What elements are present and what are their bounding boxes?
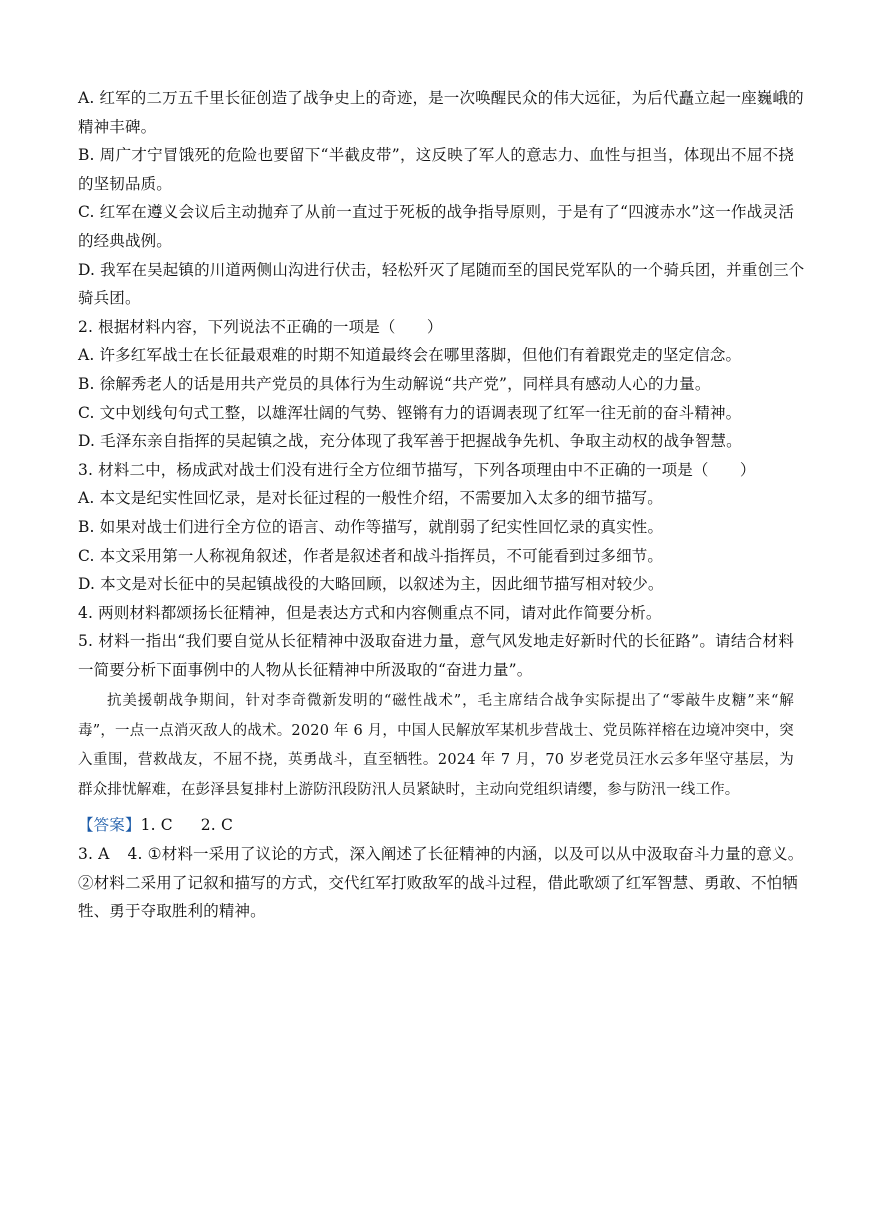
q1-option-c-line2: 的经典战例。 bbox=[78, 231, 172, 250]
q3-option-a: A. 本文是纪实性回忆录，是对长征过程的一般性介绍，不需要加入太多的细节描写。 bbox=[78, 489, 663, 508]
q2-option-b: B. 徐解秀老人的话是用共产党员的具体行为生动解说“共产党”，同样具有感动人心的力量。 bbox=[78, 374, 711, 393]
q2-option-a: A. 许多红军战士在长征最艰难的时期不知道最终会在哪里落脚，但他们有着跟党走的坚定信念。 bbox=[78, 346, 742, 365]
q1-option-b-line1: B. 周广才宁冒饿死的危险也要留下“半截皮带”，这反映了军人的意志力、血性与担当，体现出不屈不挠 bbox=[78, 146, 794, 165]
q1-option-d-line1: D. 我军在吴起镇的川道两侧山沟进行伏击，轻松歼灭了尾随而至的国民党军队的一个骑兵团，并重创三个 bbox=[78, 260, 805, 279]
q1-option-a-line1: A. 红军的二万五千里长征创造了战争史上的奇迹，是一次唤醒民众的伟大远征，为后代矗立起一座巍峨的 bbox=[78, 89, 804, 107]
q3-option-d: D. 本文是对长征中的吴起镇战役的大略回顾，以叙述为主，因此细节描写相对较少。 bbox=[78, 575, 664, 594]
answer-3: 3. A bbox=[78, 845, 110, 864]
q1-option-d-line2: 骑兵团。 bbox=[78, 289, 141, 308]
q5-stem-line1: 5. 材料一指出“我们要自觉从长征精神中汲取奋进力量，意气风发地走好新时代的长征路”。请结合材料 bbox=[78, 632, 794, 651]
q3-stem: 3. 材料二中，杨成武对战士们没有进行全方位细节描写，下列各项理由中不正确的一项是（ ） bbox=[78, 460, 756, 479]
q1-option-a-line2: 精神丰碑。 bbox=[78, 117, 157, 136]
answer-4-line1: 4. ①材料一采用了议论的方式，深入阐述了长征精神的内涵，以及可以从中汲取奋斗力量的意义。 bbox=[127, 845, 804, 864]
q2-option-c: C. 文中划线句句式工整，以雄浑壮阔的气势、铿锵有力的语调表现了红军一往无前的奋斗精神。 bbox=[78, 403, 742, 422]
q2-stem: 2. 根据材料内容，下列说法不正确的一项是（ ） bbox=[78, 317, 443, 336]
q1-option-c-line1: C. 红军在遵义会议后主动抛弃了从前一直过于死板的战争指导原则，于是有了“四渡赤水”这一作战灵活 bbox=[78, 203, 794, 222]
answer-1: 1. C bbox=[140, 816, 173, 835]
answer-tag: 【答案】 bbox=[78, 816, 141, 835]
answer-3-4-row bbox=[78, 840, 804, 869]
q5-stem-line2: 一简要分析下面事例中的人物从长征精神中所汲取的“奋进力量”。 bbox=[78, 660, 533, 679]
q3-option-c: C. 本文采用第一人称视角叙述，作者是叙述者和战斗指挥员，不可能看到过多细节。 bbox=[78, 546, 664, 565]
q3-option-b: B. 如果对战士们进行全方位的语言、动作等描写，就削弱了纪实性回忆录的真实性。 bbox=[78, 517, 664, 536]
answer-row bbox=[78, 811, 794, 840]
answer-4-line2: ②材料二采用了记叙和描写的方式，交代红军打败敌军的战斗过程，借此歌颂了红军智慧、勇敢、不怕牺 bbox=[78, 873, 798, 892]
q2-option-d: D. 毛泽东亲自指挥的吴起镇之战，充分体现了我军善于把握战争先机、争取主动权的战争智慧。 bbox=[78, 432, 742, 451]
document-page bbox=[78, 84, 805, 926]
q4-stem: 4. 两则材料都颂扬长征精神，但是表达方式和内容侧重点不同，请对此作简要分析。 bbox=[78, 603, 662, 622]
q1-option-b-line2: 的坚韧品质。 bbox=[78, 174, 172, 193]
answer-2: 2. C bbox=[200, 816, 233, 835]
q5-excerpt-paragraph: 抗美援朝战争期间，针对李奇微新发明的“磁性战术”，毛主席结合战争实际提出了“零敲牛皮糖”来“解毒”，一点一点消灭敌人的战术。2020 年 6 月，中国人民解放军某机步营战士、党员陈祥榕在边境冲突中，突入重围，营救战友，不屈不挠，英勇战斗，直至牺牲。2024 年 7 月，70 岁老党员汪水云多年坚守基层，为群众排忧解难，在彭泽县复排村上游防汛段防汛人员紧缺时，主动向党组织请缨，参与防汛一线工作。 bbox=[78, 693, 794, 798]
answer-4-line3: 牲、勇于夺取胜利的精神。 bbox=[78, 902, 266, 921]
